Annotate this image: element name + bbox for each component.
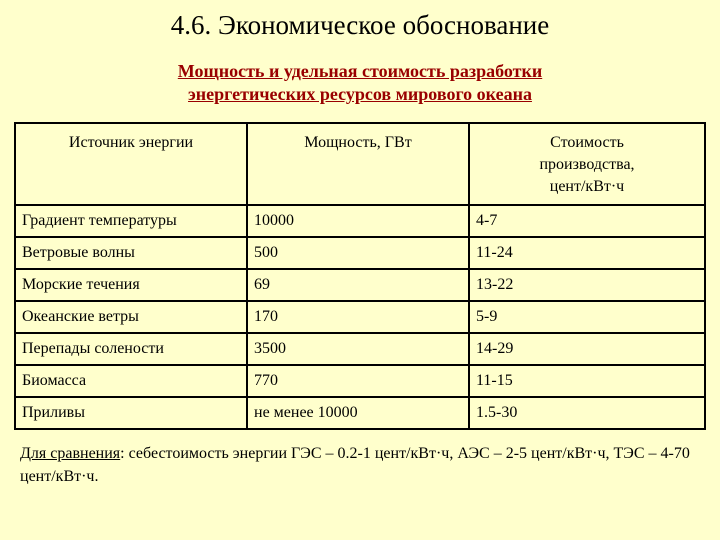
table-row xyxy=(15,205,705,237)
cell-power: 10000 xyxy=(247,205,469,237)
cell-source: Приливы xyxy=(15,397,247,429)
note-lead: Для сравнения xyxy=(20,445,121,462)
slide-subtitle xyxy=(80,60,640,106)
cell-power: 69 xyxy=(247,269,469,301)
cell-power: не менее 10000 xyxy=(247,397,469,429)
header-cost xyxy=(469,123,705,205)
slide-title: 4.6. Экономическое обоснование xyxy=(170,10,550,40)
header-power: Мощность, ГВт xyxy=(247,123,469,205)
cell-source: Биомасса xyxy=(15,365,247,397)
cell-source: Морские течения xyxy=(15,269,247,301)
subtitle-line-1: Мощность и удельная стоимость разработки xyxy=(177,61,543,81)
cell-source: Ветровые волны xyxy=(15,237,247,269)
header-cost-line-1: Стоимость xyxy=(550,134,624,151)
table-row xyxy=(15,397,705,429)
table-row xyxy=(15,333,705,365)
table-row xyxy=(15,269,705,301)
cell-power: 3500 xyxy=(247,333,469,365)
header-source: Источник энергии xyxy=(15,123,247,205)
cell-source: Градиент температуры xyxy=(15,205,247,237)
cell-power: 170 xyxy=(247,301,469,333)
cell-cost: 14-29 xyxy=(469,333,705,365)
cell-source: Перепады солености xyxy=(15,333,247,365)
cell-cost: 5-9 xyxy=(469,301,705,333)
energy-table xyxy=(14,122,706,430)
header-cost-line-2: производства, xyxy=(539,156,635,173)
cell-cost: 1.5-30 xyxy=(469,397,705,429)
comparison-note xyxy=(20,442,700,488)
header-cost-line-3: цент/кВт·ч xyxy=(549,178,625,195)
subtitle-line-2: энергетических ресурсов мирового океана xyxy=(188,84,532,104)
cell-cost: 11-24 xyxy=(469,237,705,269)
table-header-row xyxy=(15,123,705,205)
note-text: : себестоимость энергии ГЭС – 0.2-1 цент/кВт·ч, АЭС – 2-5 цент/кВт·ч, ТЭС – 4-70 цент/кВт·ч. xyxy=(20,445,690,485)
table-row xyxy=(15,237,705,269)
cell-power: 770 xyxy=(247,365,469,397)
cell-cost: 13-22 xyxy=(469,269,705,301)
cell-power: 500 xyxy=(247,237,469,269)
cell-cost: 11-15 xyxy=(469,365,705,397)
table-row xyxy=(15,365,705,397)
cell-source: Океанские ветры xyxy=(15,301,247,333)
table-row xyxy=(15,301,705,333)
cell-cost: 4-7 xyxy=(469,205,705,237)
